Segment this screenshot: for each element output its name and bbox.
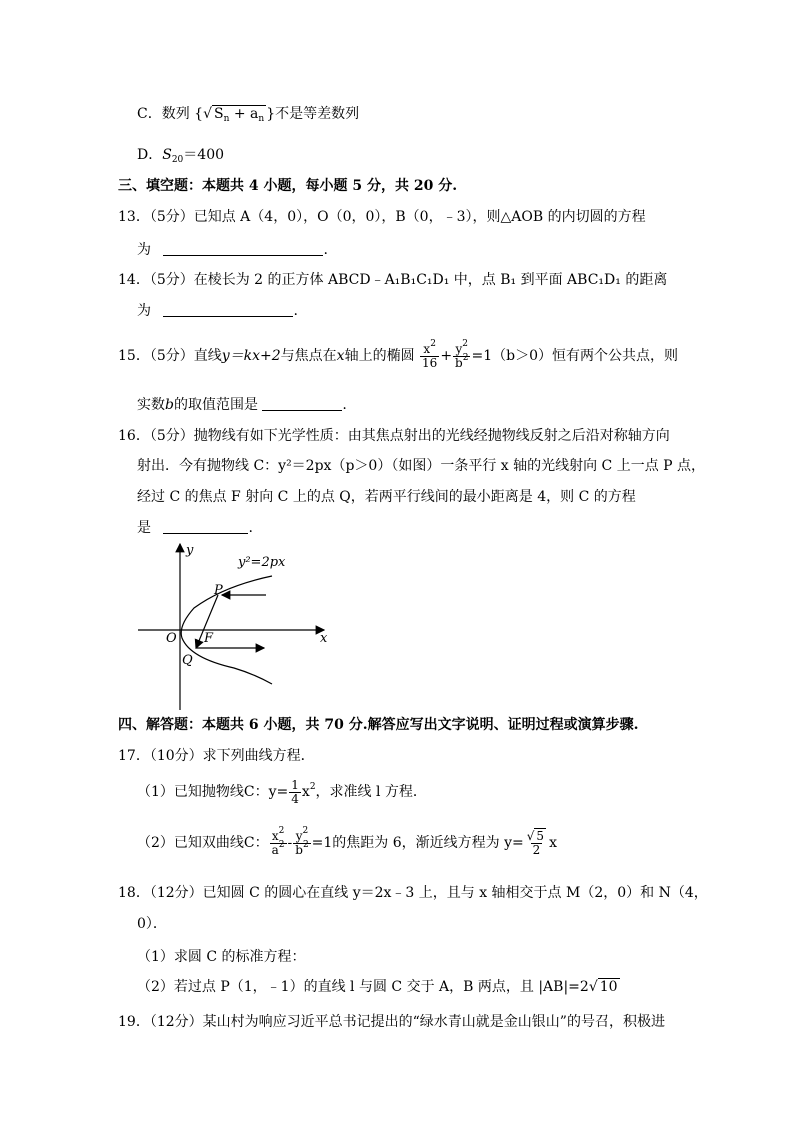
question-16-line-3: 经过 C 的焦点 F 射向 C 上的点 Q，若两平行线间的最小距离是 4，则 C 的方程 — [137, 489, 636, 505]
question-17-part-1: （1）已知抛物线C：y= $\frac{1}{4}$ $x^2$，求准线 l 方程． — [137, 777, 427, 806]
question-15: 15．（5分）直线y＝kx+2与焦点在x轴上的椭圆 $\frac{x^2}{16}$ + $\frac{y^2}{b^2}$ =1（b＞0）恒有两个公共点，则 — [118, 338, 678, 370]
section-3-heading: 三、填空题：本题共 4 小题，每小题 5 分，共 20 分. — [118, 178, 458, 194]
question-13: 13．（5分）已知点 A（4，0），O（0，0），B（0，﹣3），则△AOB 的内切圆的方程 — [118, 209, 646, 225]
question-15-answer: 实数b的取值范围是 . — [137, 397, 347, 413]
question-19: 19．（12分）某山村为响应习近平总书记提出的“绿水青山就是金山银山”的号召，积极进 — [118, 1014, 665, 1030]
answer-blank[interactable] — [262, 396, 342, 411]
answer-blank[interactable] — [163, 241, 323, 256]
svg-text:Q: Q — [182, 653, 193, 668]
question-13-answer: 为 . — [137, 242, 328, 258]
question-17: 17．（10分）求下列曲线方程． — [118, 748, 315, 764]
parabola-figure — [134, 538, 334, 713]
question-16-answer: 是 . — [137, 520, 253, 536]
section-4-heading: 四、解答题：本题共 6 小题，共 70 分.解答应写出文字说明、证明过程或演算步骤. — [118, 717, 639, 733]
curve-equation-label: y²=2px — [238, 555, 286, 570]
question-18-part-2: （2）若过点 P（1，﹣1）的直线 l 与圆 C 交于 A，B 两点，且 |AB|=2√ 10 — [137, 979, 618, 995]
svg-text:F: F — [204, 631, 214, 646]
question-18-part-1: （1）求圆 C 的标准方程： — [137, 949, 306, 965]
option-c: C．数列 {√ $S_n + a_n$ }不是等差数列 — [137, 106, 360, 124]
question-18: 18．（12分）已知圆 C 的圆心在直线 y＝2x﹣3 上，且与 x 轴相交于点 M（2，0）和 N（4， — [118, 885, 708, 901]
question-14-answer: 为 . — [137, 303, 298, 319]
question-14: 14．（5分）在棱长为 2 的正方体 ABCD﹣A₁B₁C₁D₁ 中，点 B₁ 到平面 ABC₁D₁ 的距离 — [118, 272, 668, 288]
svg-text:O: O — [166, 631, 177, 646]
answer-blank[interactable] — [163, 519, 248, 534]
svg-text:x: x — [320, 631, 328, 646]
answer-blank[interactable] — [163, 302, 293, 317]
option-d: D．$S_{20}=400$ — [137, 147, 225, 165]
question-17-part-2: （2）已知双曲线C： $\frac{x^2}{a^2}$ - $\frac{y^2}{b^2}$ =1的焦距为 6，渐近线方程为 y= $\frac{√ 5}{2}$ x — [137, 825, 557, 857]
svg-text:y: y — [186, 543, 194, 558]
svg-text:P: P — [214, 583, 223, 598]
parabola-diagram — [134, 538, 334, 713]
question-18-line-2: 0）． — [137, 916, 167, 932]
question-16-line-1: 16．（5分）抛物线有如下光学性质：由其焦点射出的光线经抛物线反射之后沿对称轴方向 — [118, 428, 670, 444]
question-16-line-2: 射出．今有抛物线 C：y²＝2px（p＞0）（如图）一条平行 x 轴的光线射向 C 上一点 P 点， — [137, 458, 706, 474]
